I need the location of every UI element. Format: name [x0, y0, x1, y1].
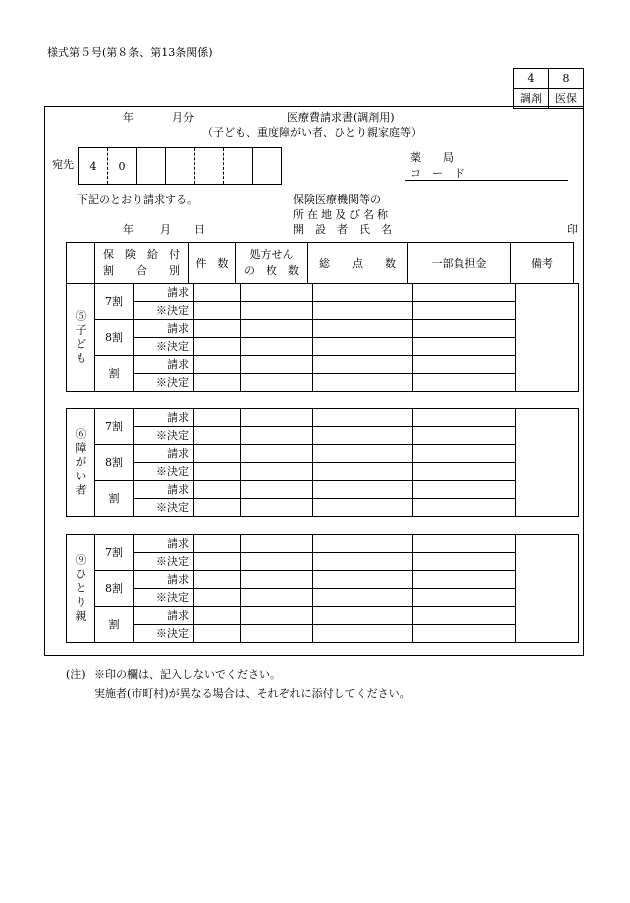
rx-count-cell[interactable] [241, 499, 313, 517]
pharmacy-code-label: コ ー ド [410, 167, 465, 180]
ratio-label: 割 [95, 356, 134, 392]
row-type-label: ※決定 [134, 427, 194, 445]
rx-count-cell[interactable] [241, 625, 313, 643]
copay-cell[interactable] [413, 374, 516, 392]
row-type-label: 請求 [134, 445, 194, 463]
points-cell[interactable] [313, 284, 413, 302]
notes-prefix: (注) [66, 668, 86, 681]
ratio-label: 割 [95, 607, 134, 643]
points-cell[interactable] [313, 374, 413, 392]
points-cell[interactable] [313, 338, 413, 356]
founder-label: 開 設 者 氏 名 [293, 223, 392, 236]
row-type-label: ※決定 [134, 302, 194, 320]
group-label: ⑥障がい者 [67, 409, 95, 517]
header-count: 件 数 [189, 243, 236, 284]
document-subtitle: （子ども、重度障がい者、ひとり親家庭等） [202, 126, 422, 139]
institution-name-label: 所在地及び名称 [293, 208, 391, 221]
copay-cell[interactable] [413, 284, 516, 302]
rx-count-cell[interactable] [241, 481, 313, 499]
copay-cell[interactable] [413, 481, 516, 499]
rx-count-cell[interactable] [241, 607, 313, 625]
notes-line-2: 実施者(市町村)が異なる場合は、それぞれに添付してください。 [94, 687, 411, 700]
row-type-label: ※決定 [134, 553, 194, 571]
addressee-blank-cell[interactable] [137, 148, 166, 185]
ratio-label: 7割 [95, 284, 134, 320]
copay-cell[interactable] [413, 589, 516, 607]
request-statement: 下記のとおり請求する。 [77, 193, 198, 206]
pharmacy-code-line [405, 180, 568, 181]
request-year-label: 年 [123, 223, 134, 236]
row-type-label: 請求 [134, 607, 194, 625]
copay-cell[interactable] [413, 571, 516, 589]
points-cell[interactable] [313, 445, 413, 463]
row-type-label: 請求 [134, 409, 194, 427]
row-type-label: 請求 [134, 356, 194, 374]
points-cell[interactable] [313, 356, 413, 374]
header-ratio [95, 243, 189, 284]
ratio-label: 8割 [95, 320, 134, 356]
count-cell[interactable] [194, 463, 241, 481]
row-type-label: ※決定 [134, 374, 194, 392]
copay-cell[interactable] [413, 499, 516, 517]
form-type-label: 調剤 [514, 89, 549, 109]
copay-cell[interactable] [413, 302, 516, 320]
points-cell[interactable] [313, 499, 413, 517]
addressee-blank-cell[interactable] [166, 148, 195, 185]
row-type-label: ※決定 [134, 463, 194, 481]
points-cell[interactable] [313, 625, 413, 643]
addressee-blank-cell[interactable] [195, 148, 224, 185]
row-type-label: 請求 [134, 284, 194, 302]
points-cell[interactable] [313, 302, 413, 320]
remarks-cell[interactable] [516, 409, 579, 517]
claim-group-table [66, 408, 579, 517]
form-type-label: 医保 [549, 89, 584, 109]
claim-group-table [66, 283, 579, 392]
count-cell[interactable] [194, 499, 241, 517]
form-label: 様式第５号(第８条、第13条関係) [47, 46, 213, 59]
header-ratio-top: 保 険 給 付 [103, 248, 180, 261]
ratio-label: 8割 [95, 445, 134, 481]
rx-count-cell[interactable] [241, 284, 313, 302]
header-remarks: 備考 [511, 243, 574, 284]
header-rx [236, 243, 308, 284]
count-cell[interactable] [194, 445, 241, 463]
row-type-label: 請求 [134, 320, 194, 338]
count-cell[interactable] [194, 553, 241, 571]
header-rx-top: 処方せん [249, 248, 294, 261]
copay-cell[interactable] [413, 535, 516, 553]
row-type-label: ※決定 [134, 589, 194, 607]
notes-line-1: ※印の欄は、記入しないでください。 [94, 668, 281, 681]
header-copay: 一部負担金 [408, 243, 511, 284]
copay-cell[interactable] [413, 553, 516, 571]
request-day-label: 日 [194, 223, 205, 236]
row-type-label: 請求 [134, 571, 194, 589]
copay-cell[interactable] [413, 409, 516, 427]
rx-count-cell[interactable] [241, 302, 313, 320]
ratio-label: 7割 [95, 409, 134, 445]
points-cell[interactable] [313, 320, 413, 338]
header-rx-bottom: の 枚 数 [244, 264, 299, 277]
addressee-label: 宛先 [52, 158, 74, 171]
form-digit: 4 [514, 69, 549, 89]
header-month-label: 月分 [172, 111, 194, 124]
count-cell[interactable] [194, 356, 241, 374]
rx-count-cell[interactable] [241, 427, 313, 445]
ratio-label: 8割 [95, 571, 134, 607]
pharmacy-label: 薬 局 [410, 151, 454, 164]
count-cell[interactable] [194, 409, 241, 427]
claim-group-table [66, 534, 579, 643]
count-cell[interactable] [194, 571, 241, 589]
table-header [66, 242, 574, 284]
row-type-label: ※決定 [134, 338, 194, 356]
count-cell[interactable] [194, 535, 241, 553]
count-cell[interactable] [194, 589, 241, 607]
count-cell[interactable] [194, 320, 241, 338]
copay-cell[interactable] [413, 427, 516, 445]
addressee-digit: 4 [79, 148, 108, 185]
rx-count-cell[interactable] [241, 374, 313, 392]
header-blank-cell [67, 243, 95, 284]
group-label: ⑨ひとり親 [67, 535, 95, 643]
ratio-label: 7割 [95, 535, 134, 571]
points-cell[interactable] [313, 535, 413, 553]
form-number-box [513, 68, 584, 109]
copay-cell[interactable] [413, 607, 516, 625]
header-ratio-bottom: 割 合 別 [103, 264, 180, 277]
rx-count-cell[interactable] [241, 463, 313, 481]
document-title: 医療費請求書(調剤用) [287, 111, 395, 124]
request-month-label: 月 [160, 223, 171, 236]
seal-mark: 印 [567, 223, 578, 236]
points-cell[interactable] [313, 427, 413, 445]
points-cell[interactable] [313, 481, 413, 499]
copay-cell[interactable] [413, 320, 516, 338]
addressee-blank-cell[interactable] [253, 148, 282, 185]
copay-cell[interactable] [413, 338, 516, 356]
rx-count-cell[interactable] [241, 535, 313, 553]
copay-cell[interactable] [413, 463, 516, 481]
row-type-label: ※決定 [134, 499, 194, 517]
points-cell[interactable] [313, 607, 413, 625]
form-digit: 8 [549, 69, 584, 89]
row-type-label: 請求 [134, 535, 194, 553]
addressee-digit: 0 [108, 148, 137, 185]
rx-count-cell[interactable] [241, 409, 313, 427]
rx-count-cell[interactable] [241, 571, 313, 589]
copay-cell[interactable] [413, 625, 516, 643]
remarks-cell[interactable] [516, 284, 579, 392]
count-cell[interactable] [194, 481, 241, 499]
header-year-label: 年 [123, 111, 134, 124]
row-type-label: ※決定 [134, 625, 194, 643]
count-cell[interactable] [194, 284, 241, 302]
count-cell[interactable] [194, 427, 241, 445]
points-cell[interactable] [313, 409, 413, 427]
header-points: 総 点 数 [308, 243, 408, 284]
copay-cell[interactable] [413, 356, 516, 374]
copay-cell[interactable] [413, 445, 516, 463]
points-cell[interactable] [313, 553, 413, 571]
count-cell[interactable] [194, 338, 241, 356]
addressee-code-box [78, 147, 282, 185]
rx-count-cell[interactable] [241, 589, 313, 607]
addressee-blank-cell[interactable] [224, 148, 253, 185]
rx-count-cell[interactable] [241, 338, 313, 356]
rx-count-cell[interactable] [241, 445, 313, 463]
points-cell[interactable] [313, 589, 413, 607]
rx-count-cell[interactable] [241, 553, 313, 571]
count-cell[interactable] [194, 625, 241, 643]
points-cell[interactable] [313, 571, 413, 589]
count-cell[interactable] [194, 607, 241, 625]
count-cell[interactable] [194, 374, 241, 392]
ratio-label: 割 [95, 481, 134, 517]
institution-label: 保険医療機関等の [293, 193, 381, 206]
group-label: ⑤子ども [67, 284, 95, 392]
points-cell[interactable] [313, 463, 413, 481]
remarks-cell[interactable] [516, 535, 579, 643]
count-cell[interactable] [194, 302, 241, 320]
rx-count-cell[interactable] [241, 320, 313, 338]
row-type-label: 請求 [134, 481, 194, 499]
rx-count-cell[interactable] [241, 356, 313, 374]
